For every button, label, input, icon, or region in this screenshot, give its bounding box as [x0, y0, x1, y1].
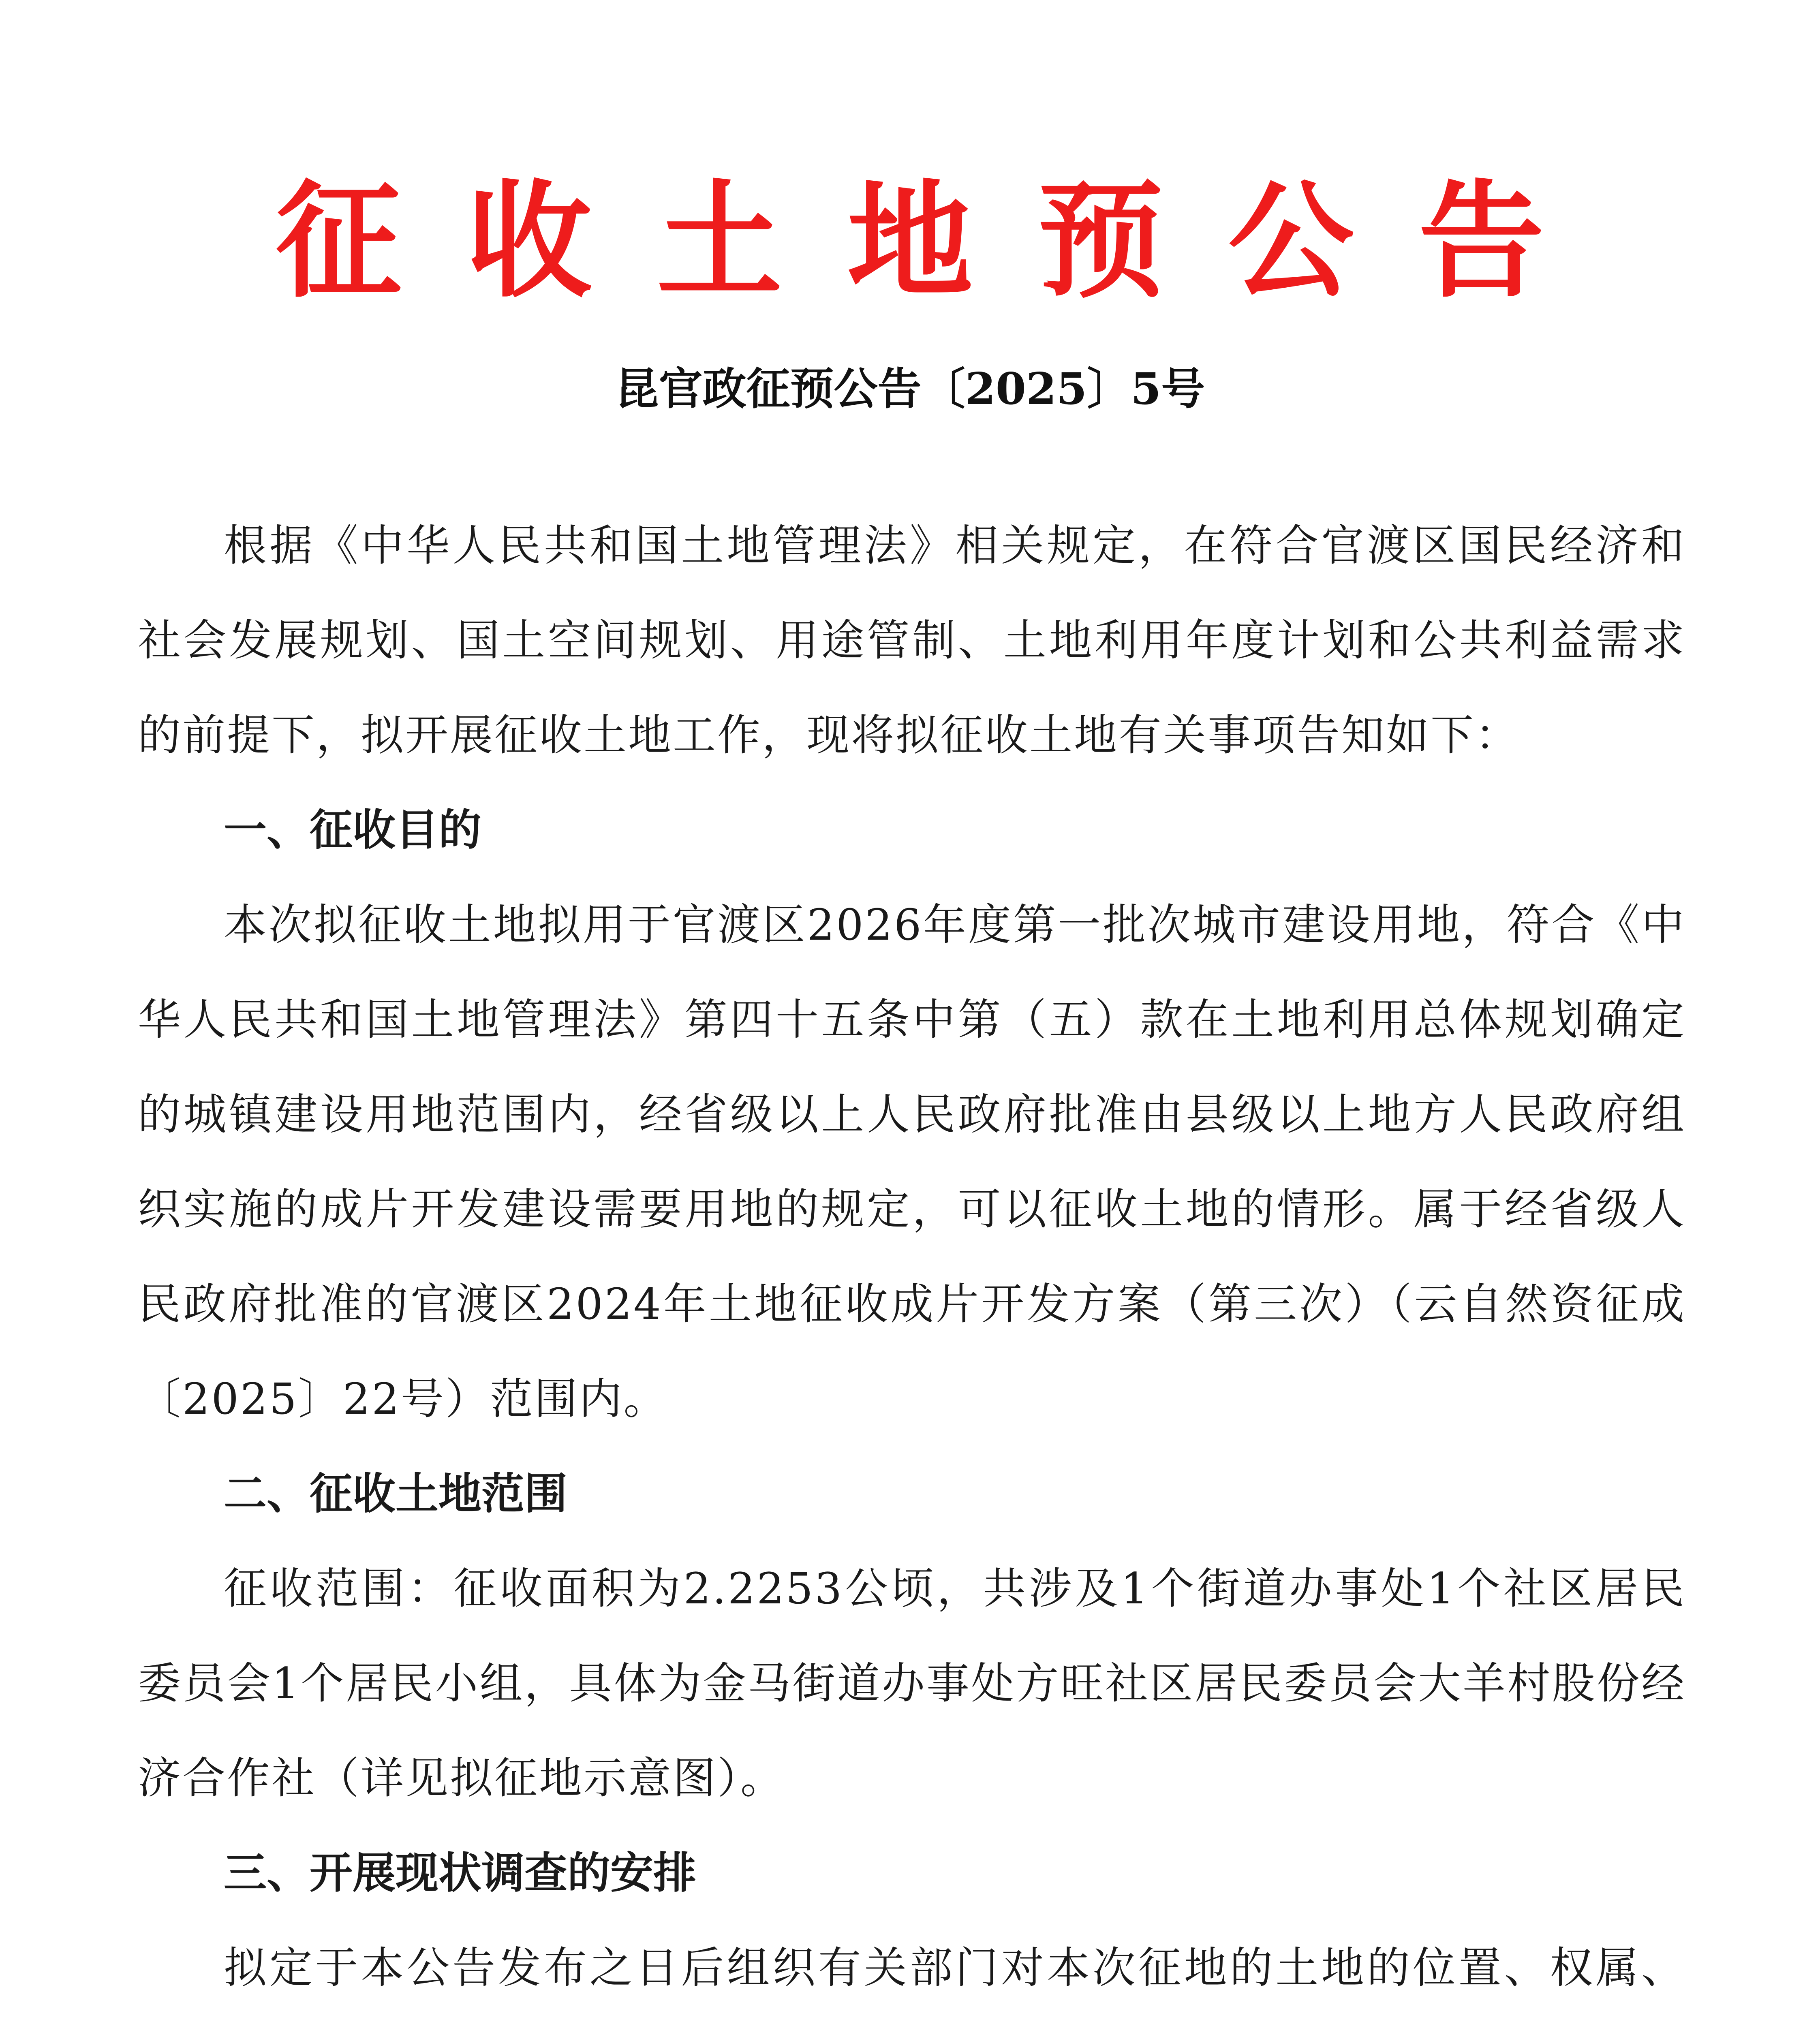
document-number: 昆官政征预公告〔2025〕5号	[615, 363, 1205, 415]
section-heading-survey: 三、开展现状调查的安排	[224, 1848, 696, 1898]
section-body-scope: 征收范围：征收面积为2.2253公顷，共涉及1个街道办事处1个社区居民委员会1个居民小组，具体为金马街道办事处方旺社区居民委员会大羊村股份经济合作社（详见拟征地示意图）。	[138, 1564, 1686, 1803]
document-title: 征收土地预公告	[276, 167, 1609, 315]
document-body	[138, 498, 1686, 2026]
section-body-purpose: 本次拟征收土地拟用于官渡区2026年度第一批次城市建设用地，符合《中华人民共和国土地管理法》第四十五条中第（五）款在土地利用总体规划确定的城镇建设用地范围内，经省级以上人民政府批准由县级以上地方人民政府组织实施的成片开发建设需要用地的规定，可以征收土地的情形。属于经省级人民政府批准的官渡区2024年土地征收成片开发方案（第三次）（云自然资征成〔2025〕22号）范围内。	[138, 900, 1686, 1424]
section-body-survey: 拟定于本公告发布之日后组织有关部门对本次征地的土地的位置、权属、	[224, 1943, 1686, 1993]
intro-paragraph: 根据《中华人民共和国土地管理法》相关规定，在符合官渡区国民经济和社会发展规划、国土空间规划、用途管制、土地利用年度计划和公共利益需求的前提下，拟开展征收土地工作，现将拟征收土地有关事项告知如下：	[138, 521, 1686, 760]
section-heading-scope: 二、征收土地范围	[224, 1469, 567, 1519]
section-heading-purpose: 一、征收目的	[224, 805, 481, 855]
